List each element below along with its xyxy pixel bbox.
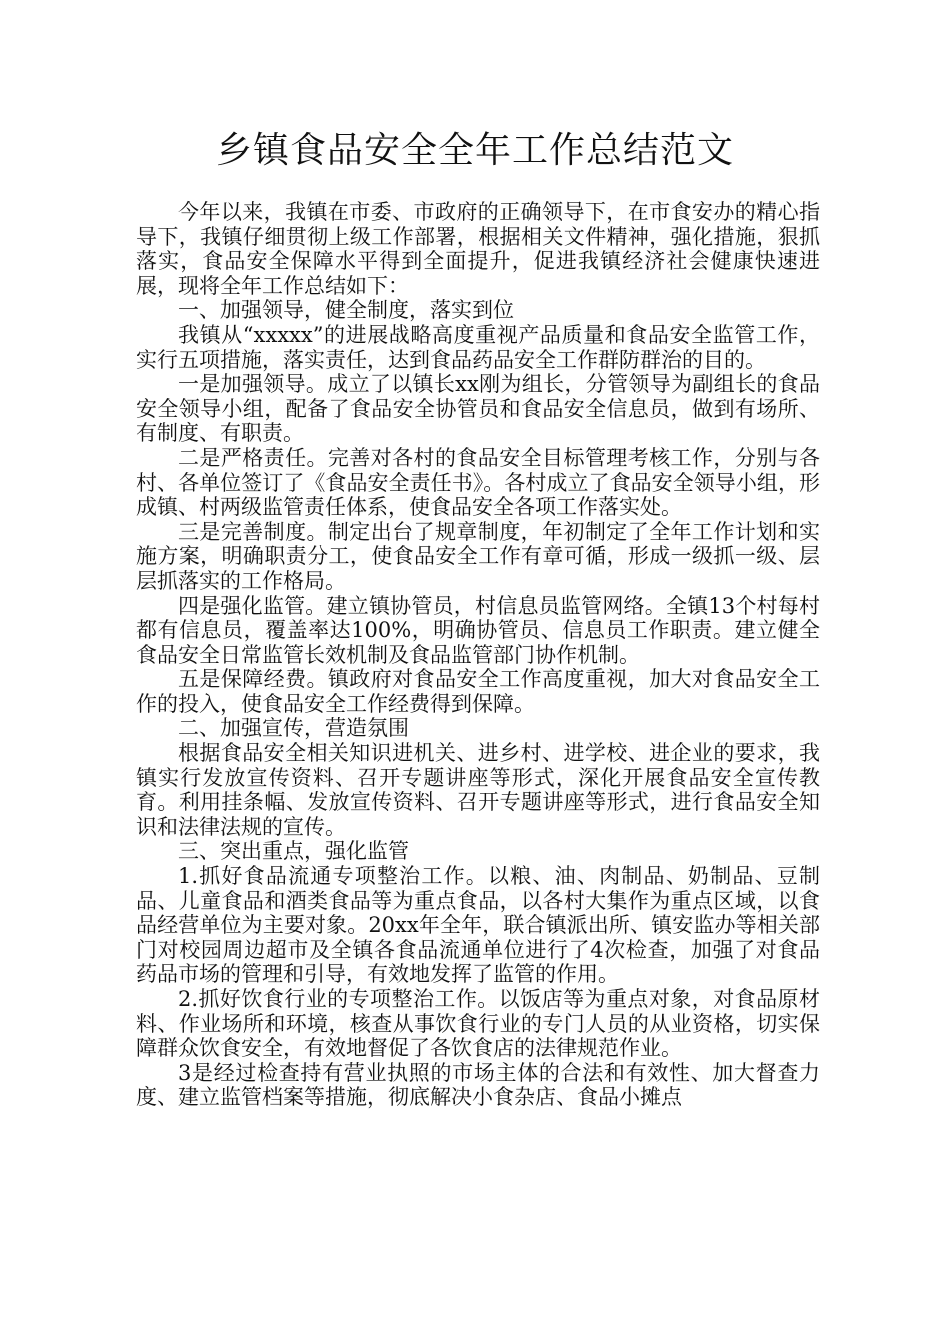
section-heading-3: 三、突出重点，强化监管 — [178, 839, 409, 864]
body-paragraph: 我镇从“xxxxx”的进展战略高度重视产品质量和食品安全监管工作，实行五项措施，落实责任，达到食品药品安全工作群防群治的目的。 — [136, 322, 820, 372]
body-paragraph: 三是完善制度。制定出台了规章制度，年初制定了全年工作计划和实施方案，明确职责分工，使食品安全工作有章可循，形成一级抓一级、层层抓落实的工作格局。 — [136, 519, 820, 593]
body-paragraph: 1.抓好食品流通专项整治工作。以粮、油、肉制品、奶制品、豆制品、儿童食品和酒类食品等为重点食品，以各村大集作为重点区域，以食品经营单位为主要对象。20xx年全年，联合镇派出所、镇安监办等相关部门对校园周边超市及全镇各食品流通单位进行了4次检查，加强了对食品药品市场的管理和引导，有效地发挥了监管的作用。 — [136, 864, 820, 987]
section-heading-2: 二、加强宣传，营造氛围 — [178, 716, 409, 741]
body-paragraph: 3是经过检查持有营业执照的市场主体的合法和有效性、加大督查力度、建立监管档案等措施，彻底解决小食杂店、食品小摊点 — [136, 1060, 820, 1110]
body-paragraph: 五是保障经费。镇政府对食品安全工作高度重视，加大对食品安全工作的投入，使食品安全工作经费得到保障。 — [136, 667, 820, 716]
body-paragraph: 根据食品安全相关知识进机关、进乡村、进学校、进企业的要求，我镇实行发放宣传资料、召开专题讲座等形式，深化开展食品安全宣传教育。利用挂条幅、发放宣传资料、召开专题讲座等形式，进行食品安全知识和法律法规的宣传。 — [136, 741, 820, 839]
section-heading-1: 一、加强领导，健全制度，落实到位 — [178, 298, 514, 323]
document-body — [136, 200, 820, 1110]
intro-paragraph: 今年以来，我镇在市委、市政府的正确领导下，在市食安办的精心指导下，我镇仔细贯彻上级工作部署，根据相关文件精神，强化措施，狠抓落实，食品安全保障水平得到全面提升，促进我镇经济社会健康快速进展，现将全年工作总结如下： — [136, 200, 820, 298]
body-paragraph: 二是严格责任。完善对各村的食品安全目标管理考核工作，分别与各村、各单位签订了《食品安全责任书》。各村成立了食品安全领导小组，形成镇、村两级监管责任体系，使食品安全各项工作落实处。 — [136, 445, 820, 520]
body-paragraph: 一是加强领导。成立了以镇长xx刚为组长，分管领导为副组长的食品安全领导小组，配备了食品安全协管员和食品安全信息员，做到有场所、有制度、有职责。 — [136, 372, 820, 446]
document-title: 乡镇食品安全全年工作总结范文 — [215, 130, 734, 171]
body-paragraph: 2.抓好饮食行业的专项整治工作。以饭店等为重点对象，对食品原材料、作业场所和环境，核查从事饮食行业的专门人员的从业资格，切实保障群众饮食安全，有效地督促了各饮食店的法律规范作业。 — [136, 987, 820, 1061]
body-paragraph: 四是强化监管。建立镇协管员，村信息员监管网络。全镇13个村每村都有信息员，覆盖率达100%，明确协管员、信息员工作职责。建立健全食品安全日常监管长效机制及食品监管部门协作机制。 — [136, 593, 820, 667]
